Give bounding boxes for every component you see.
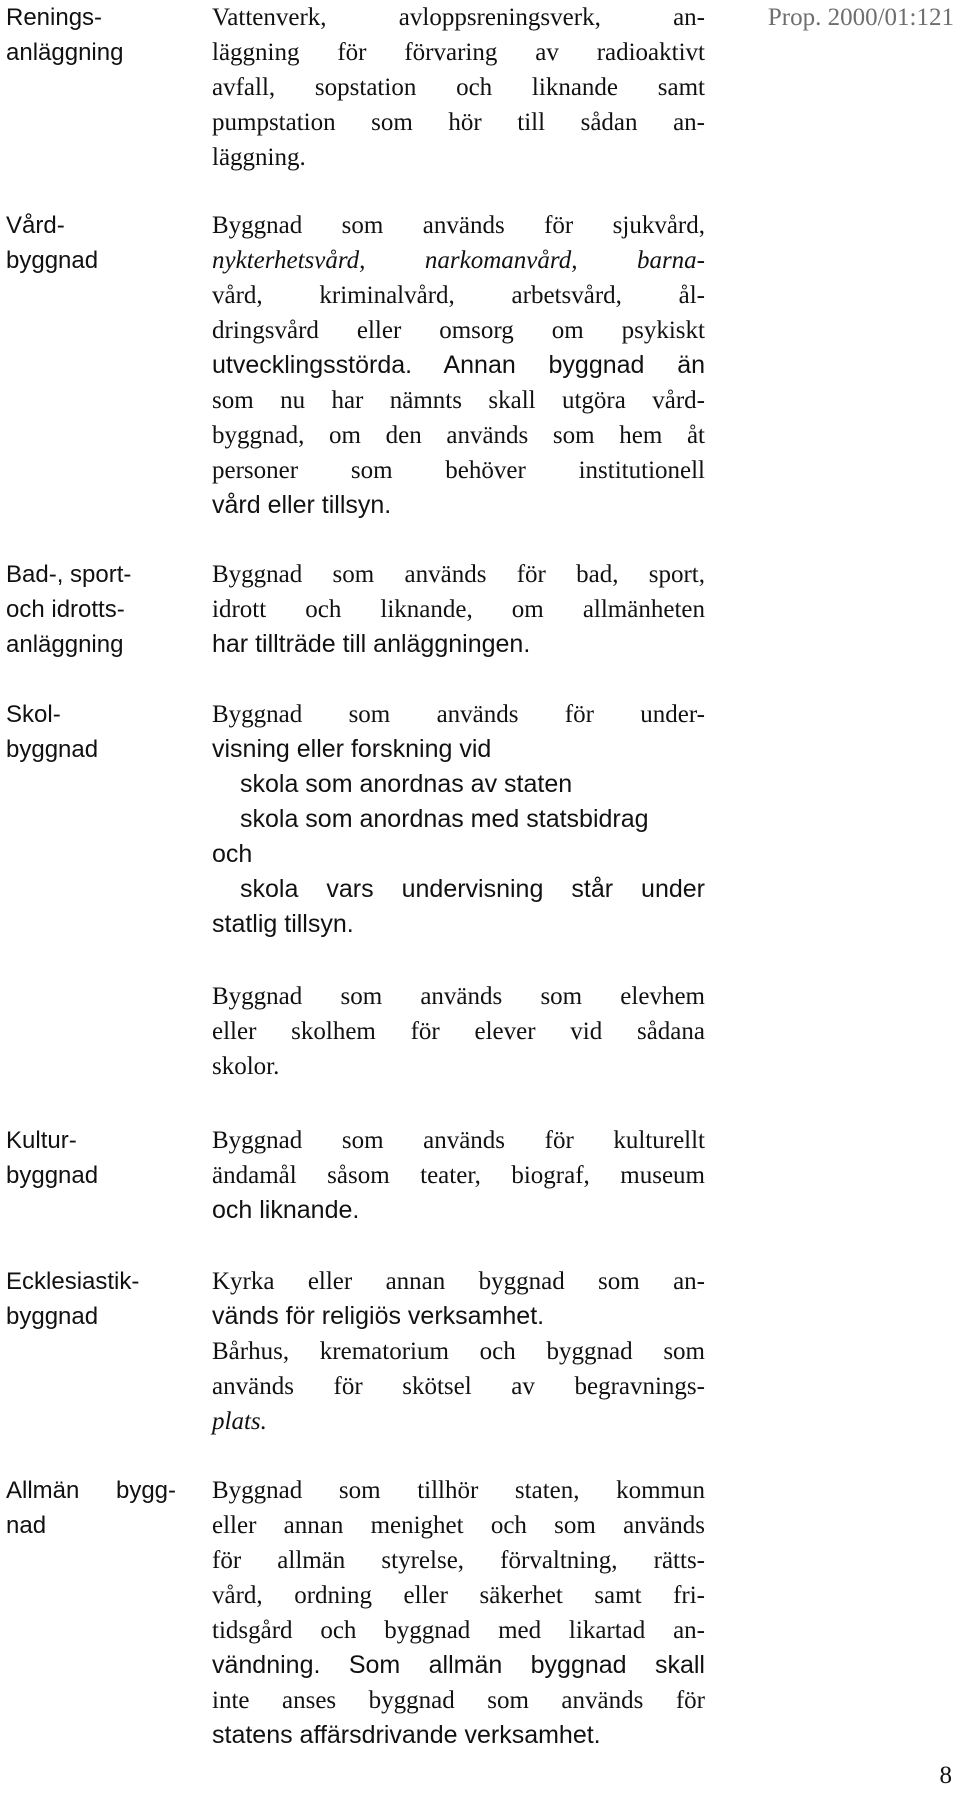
definition-line: eller annan menighet och som används [212,1512,705,1539]
definition-line: Bårhus, krematorium och byggnad som [212,1338,705,1365]
definition-line: personer som behöver institutionell [212,457,705,484]
entry-definition-continued [212,979,705,1084]
entry-definition [212,1123,705,1228]
entry-term [6,557,186,662]
definition-line: skola som anordnas med statsbidrag [240,805,649,833]
definition-line: vändning. Som allmän byggnad skall [212,1651,705,1679]
definition-line: Kyrka eller annan byggnad som an- [212,1268,705,1295]
definition-line: statlig tillsyn. [212,910,354,938]
definition-line: Vattenverk, avloppsreningsverk, an- [212,4,705,31]
entry-definition [212,208,705,523]
term-line: anläggning [6,39,124,66]
definition-line: utvecklingsstörda. Annan byggnad än [212,351,705,379]
definition-line: för allmän styrelse, förvaltning, rätts- [212,1547,705,1574]
definition-line: eller skolhem för elever vid sådana [212,1018,705,1045]
entry-term [6,0,186,70]
definition-line: byggnad, om den används som hem åt [212,422,705,449]
term-line: Kultur- [6,1127,77,1154]
term-line: anläggning [6,631,124,658]
definition-line: Byggnad som används som elevhem [212,983,705,1010]
definition-line: nykterhetsvård, narkomanvård, barna- [212,247,705,274]
definition-line: som nu har nämnts skall utgöra vård- [212,387,705,414]
definition-line: vänds för religiös verksamhet. [212,1302,545,1330]
definition-line: skolor. [212,1053,280,1080]
definition-line: och liknande. [212,1196,360,1224]
entry-term [6,1473,186,1543]
entry-term [6,208,186,278]
definition-line: har tillträde till anläggningen. [212,630,531,658]
definition-line: tidsgård och byggnad med likartad an- [212,1617,705,1644]
definition-line: avfall, sopstation och liknande samt [212,74,705,101]
term-line: nad [6,1512,47,1539]
definition-line: Byggnad som tillhör staten, kommun [212,1477,705,1504]
entry-term [6,1264,186,1334]
definition-line: ändamål såsom teater, biograf, museum [212,1162,705,1189]
definition-line: skola vars undervisning står under [240,875,705,903]
definition-line: vård, ordning eller säkerhet samt fri- [212,1582,705,1609]
term-line: Ecklesiastik- [6,1268,140,1295]
proposition-reference: Prop. 2000/01:121 [767,4,954,31]
definition-line: statens affärsdrivande verksamhet. [212,1721,601,1749]
definition-line: idrott och liknande, om allmänheten [212,596,705,623]
definition-line: inte anses byggnad som används för [212,1687,705,1714]
definition-line: Byggnad som används för kulturellt [212,1127,705,1154]
term-line: byggnad [6,1162,99,1189]
definition-line: skola som anordnas av staten [240,770,573,798]
definition-line: Byggnad som används för under- [212,701,705,728]
term-line: Renings- [6,4,103,31]
term-line: byggnad [6,1303,99,1330]
term-line: byggnad [6,247,99,274]
entry-definition [212,1473,705,1753]
definition-line: vård eller tillsyn. [212,491,392,519]
entry-definition [212,697,705,942]
term-line: Bad-, sport- [6,561,132,588]
page-number: 8 [939,1762,952,1789]
entry-term [6,697,186,767]
definition-line: dringsvård eller omsorg om psykiskt [212,317,705,344]
term-line: Vård- [6,212,65,239]
definition-line: läggning. [212,144,306,171]
entry-definition [212,557,705,662]
definition-line: pumpstation som hör till sådan an- [212,109,705,136]
term-line: Allmän bygg- [6,1477,176,1504]
entry-term [6,1123,186,1193]
definition-line: används för skötsel av begravnings- [212,1373,705,1400]
definition-line: vård, kriminalvård, arbetsvård, ål- [212,282,705,309]
term-line: Skol- [6,701,61,728]
definition-line: plats. [212,1408,267,1435]
term-line: byggnad [6,736,99,763]
term-line: och idrotts- [6,596,125,623]
definition-line: Byggnad som används för sjukvård, [212,212,705,239]
definition-line: läggning för förvaring av radioaktivt [212,39,705,66]
entry-definition [212,1264,705,1439]
definition-line: visning eller forskning vid [212,735,492,763]
definition-line: och [212,840,253,868]
definition-line: Byggnad som används för bad, sport, [212,561,705,588]
entry-definition [212,0,705,175]
